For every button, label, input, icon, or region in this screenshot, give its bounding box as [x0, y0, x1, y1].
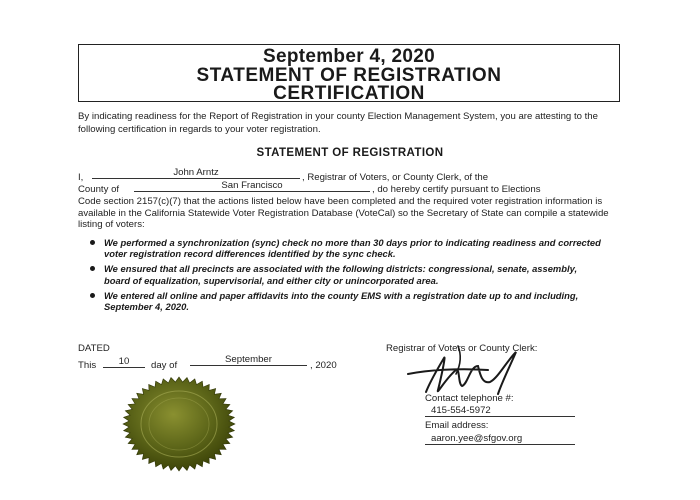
dated-this: This	[78, 360, 97, 371]
document-date: September 4, 2020	[263, 46, 435, 67]
email-rule	[425, 444, 575, 445]
registrar-label: Registrar of Voters or County Clerk:	[386, 343, 538, 354]
certification-list	[84, 237, 604, 316]
section-heading: STATEMENT OF REGISTRATION	[256, 147, 444, 159]
document-title: STATEMENT OF REGISTRATION	[196, 65, 502, 86]
list-item-text: We entered all online and paper affidavits into the county EMS with a registration date up to and including, September 4, 2020.	[104, 289, 579, 313]
county-seal-icon	[120, 374, 238, 474]
day-field: 10	[103, 357, 145, 368]
statement-prefix: I,	[78, 172, 84, 183]
title-box	[78, 44, 620, 102]
bullet-icon	[90, 240, 95, 245]
county-label: County of	[78, 184, 120, 195]
document-title-line2: CERTIFICATION	[273, 83, 425, 104]
dated-day-of: day of	[151, 360, 178, 371]
bullet-icon	[90, 293, 95, 298]
phone-value: 415-554-5972	[431, 405, 491, 416]
phone-rule	[425, 416, 575, 417]
bullet-icon	[90, 266, 95, 271]
email-value: aaron.yee@sfgov.org	[431, 433, 523, 444]
registrar-name-field: John Arntz	[92, 168, 300, 179]
list-item	[84, 237, 604, 259]
list-item-text: We ensured that all precincts are associated with the following districts: congressional, senate, assembly, board of equalization, supervisorial, and either city or unincorporated area.	[104, 263, 578, 286]
list-item	[84, 290, 604, 312]
list-item-text: We performed a synchronization (sync) check no more than 30 days prior to indicating readiness and corrected voter registration record differences identified by the sync check.	[104, 237, 601, 260]
intro-paragraph: By indicating readiness for the Report of Registration in your county Election Management System, you are attesting to the following certification in regards to your voter registration.	[78, 111, 598, 135]
phone-label: Contact telephone #:	[425, 393, 514, 404]
email-label: Email address:	[425, 420, 489, 431]
dated-year: , 2020	[310, 360, 337, 371]
dated-label: DATED	[78, 343, 110, 354]
list-item	[84, 263, 604, 285]
statement-after-county: , do hereby certify pursuant to Elections	[372, 184, 541, 195]
statement-body: Code section 2157(c)(7) that the actions listed below have been completed and the required voter registration information is available in the California Statewide Voter Registration Database (VoteCal) so the Secretary of State can compile a statewide listing of voters:	[78, 196, 609, 230]
county-field: San Francisco	[134, 181, 370, 192]
statement-after-name: , Registrar of Voters, or County Clerk, of the	[302, 172, 489, 183]
month-field: September	[190, 355, 307, 366]
